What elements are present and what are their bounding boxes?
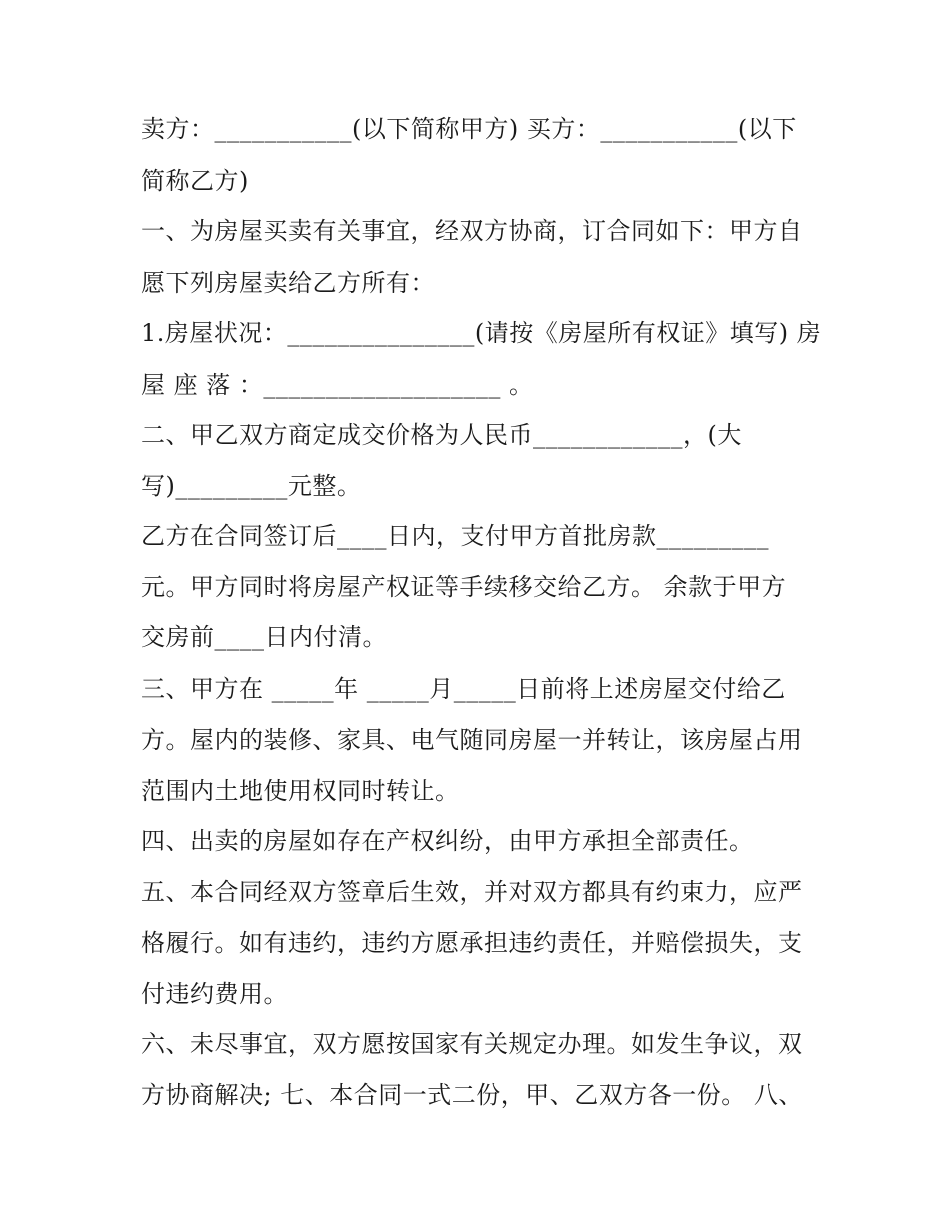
- text-line-seller-buyer: 卖方：___________(以下简称甲方) 买方：___________(以下: [141, 115, 797, 143]
- text-line-article-4: 四、出卖的房屋如存在产权纠纷，由甲方承担全部责任。: [141, 827, 754, 855]
- text-line-buyer-abbrev: 简称乙方): [141, 167, 249, 195]
- text-line-balance: 交房前____日内付清。: [141, 623, 387, 651]
- text-line-article-5: 五、本合同经双方签章后生效，并对双方都具有约束力，应严: [141, 878, 803, 906]
- text-line-article-1-cont: 愿下列房屋卖给乙方所有：: [141, 269, 435, 297]
- text-line-article-5-cont: 格履行。如有违约，违约方愿承担违约责任，并赔偿损失，支: [141, 929, 803, 957]
- text-line-price-capital: 写)_________元整。: [141, 472, 362, 500]
- text-line-article-6-cont: 方协商解决; 七、本合同一式二份，甲、乙双方各一份。 八、: [141, 1081, 803, 1109]
- text-line-article-1: 一、为房屋买卖有关事宜，经双方协商，订合同如下：甲方自: [141, 217, 803, 245]
- text-line-first-payment: 乙方在合同签订后____日内，支付甲方首批房款_________: [141, 522, 769, 550]
- text-line-certificate-transfer: 元。甲方同时将房屋产权证等手续移交给乙方。 余款于甲方: [141, 573, 787, 601]
- text-line-article-6: 六、未尽事宜，双方愿按国家有关规定办理。如发生争议，双: [141, 1030, 803, 1058]
- text-line-house-status: 1.房屋状况：_______________(请按《房屋所有权证》填写) 房: [141, 319, 822, 347]
- text-line-house-location: 屋 座 落 ：___________________ 。: [141, 371, 534, 399]
- text-line-land-use: 范围内土地使用权同时转让。: [141, 777, 460, 805]
- text-line-article-5-end: 付违约费用。: [141, 980, 288, 1008]
- text-line-article-3-cont: 方。屋内的装修、家具、电气随同房屋一并转让，该房屋占用: [141, 726, 803, 754]
- text-line-article-2: 二、甲乙双方商定成交价格为人民币____________，(大: [141, 421, 742, 449]
- text-line-article-3: 三、甲方在 _____年 _____月_____日前将上述房屋交付给乙: [141, 675, 786, 703]
